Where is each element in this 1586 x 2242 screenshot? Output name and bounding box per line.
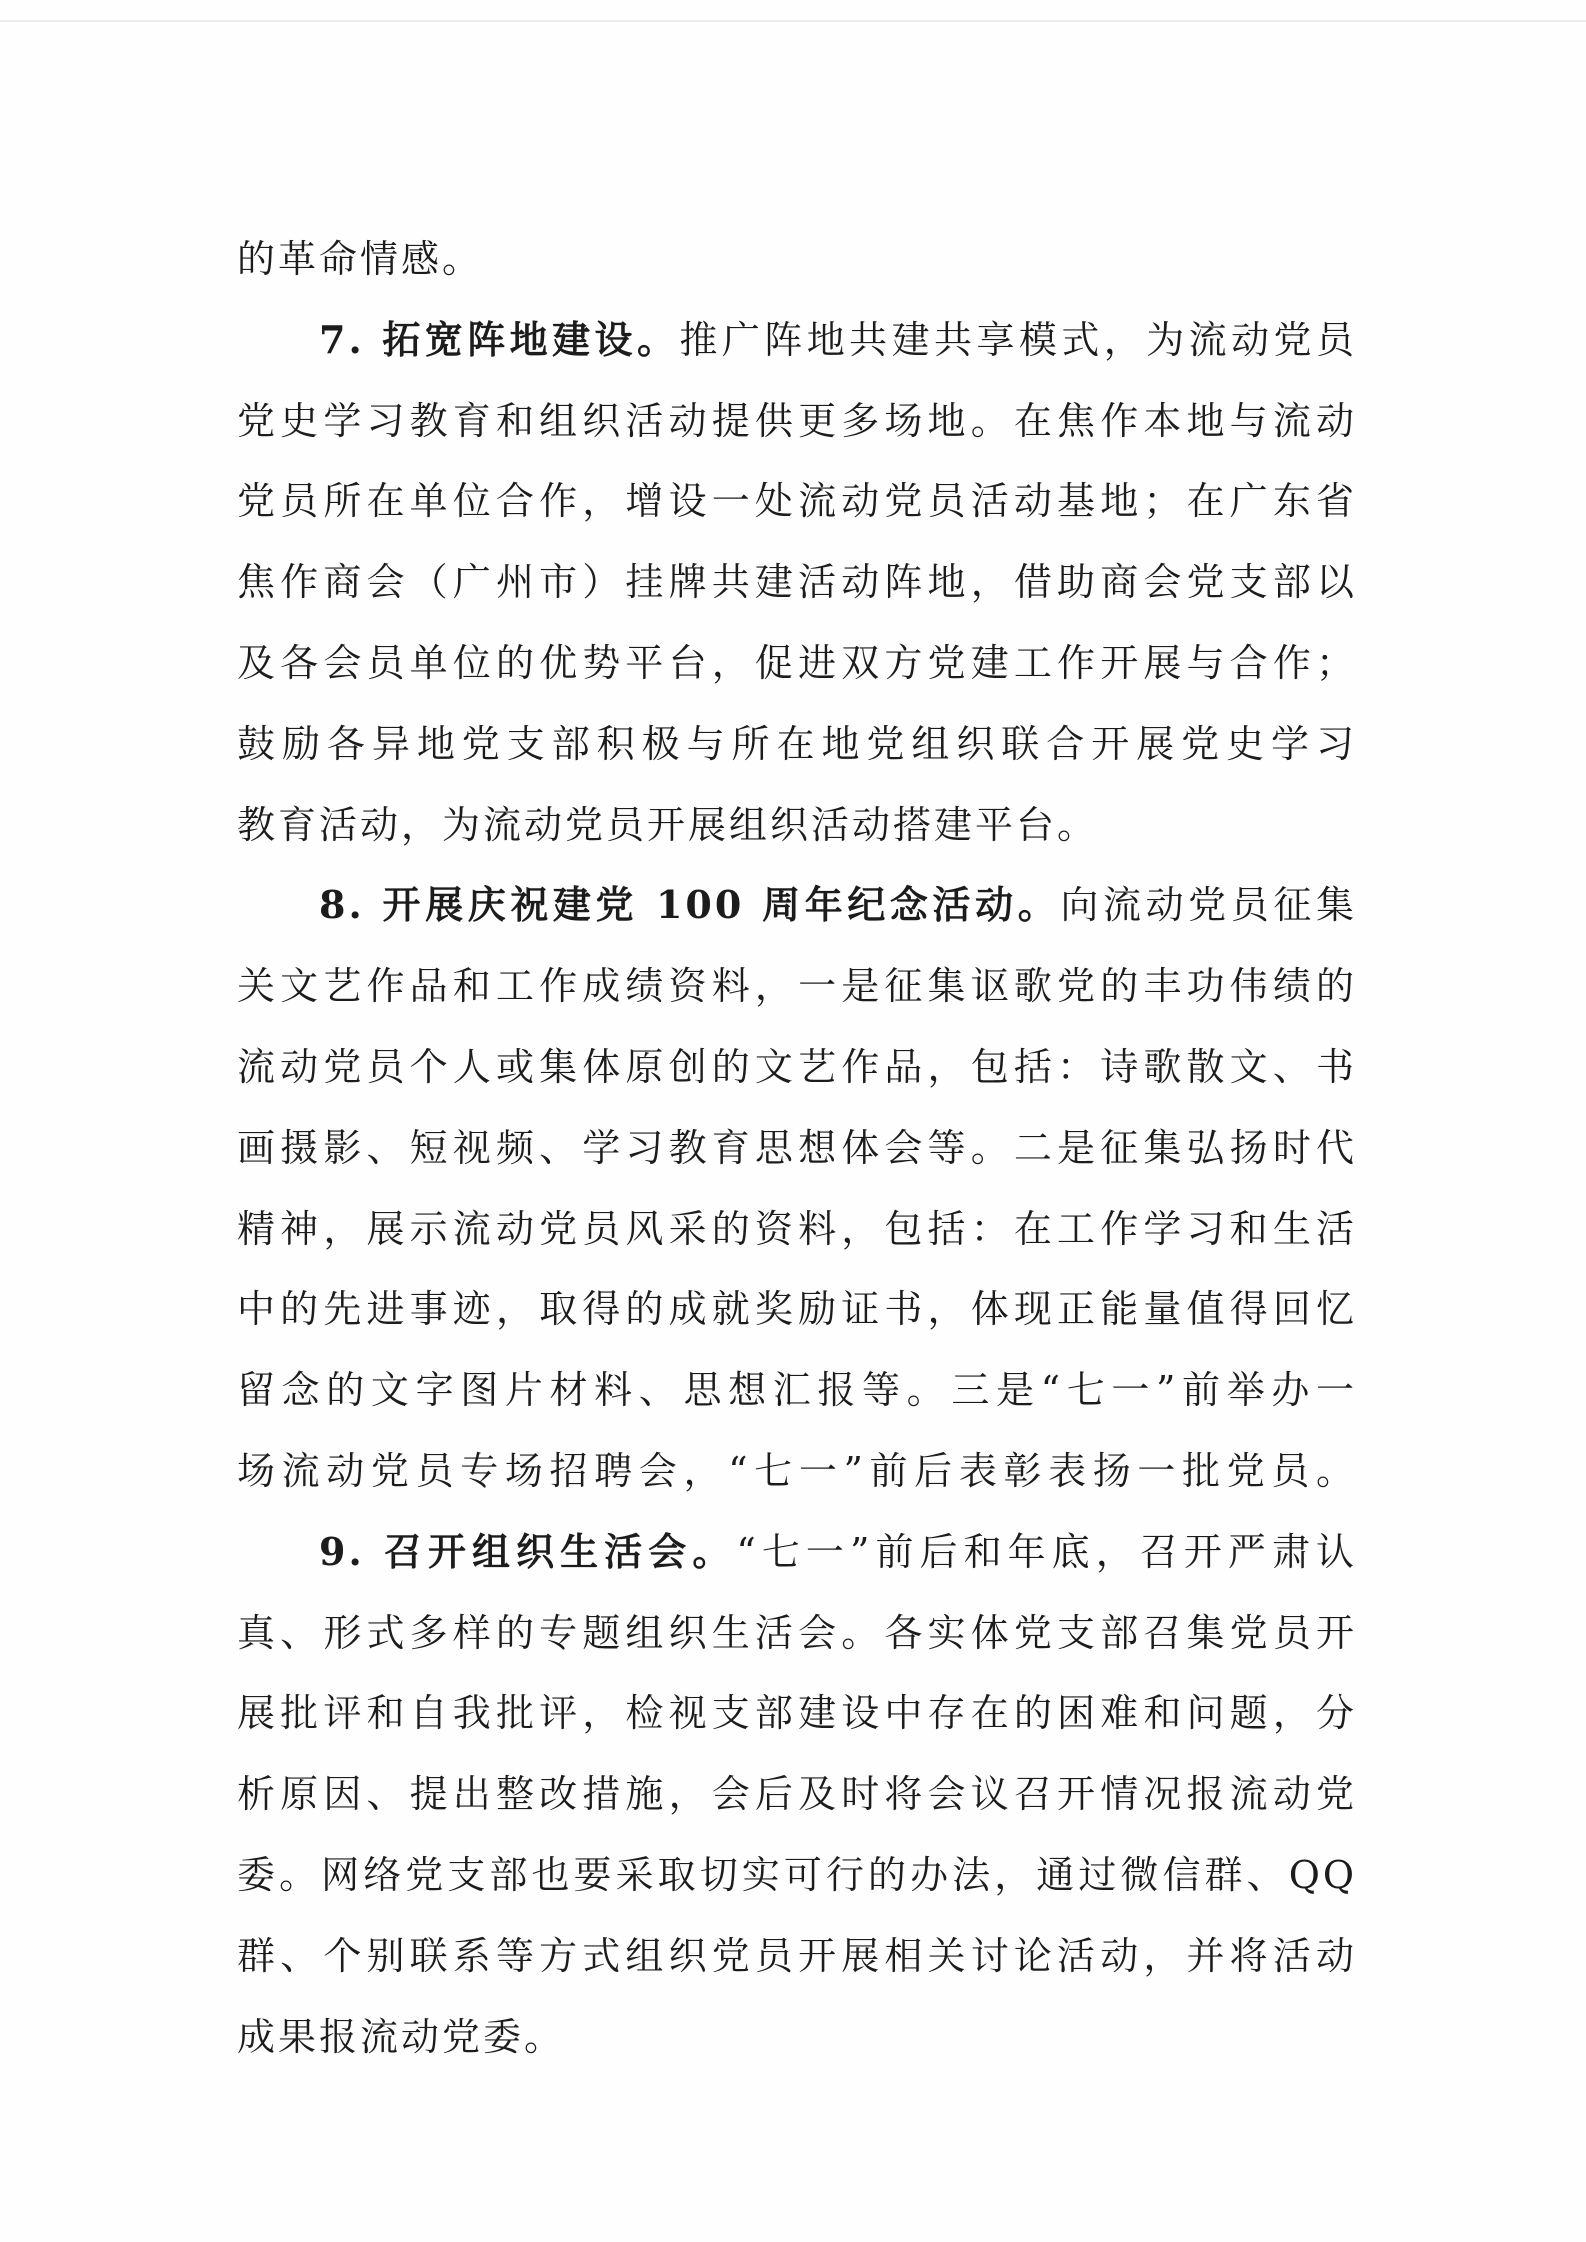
text-line: 鼓励各异地党支部积极与所在地党组织联合开展党史学习 bbox=[237, 721, 1357, 766]
text-line: 流动党员个人或集体原创的文艺作品，包括：诗歌散文、书 bbox=[237, 1044, 1357, 1089]
text-line: 析原因、提出整改措施，会后及时将会议召开情况报流动党 bbox=[237, 1772, 1357, 1817]
text-line: 及各会员单位的优势平台，促进双方党建工作开展与合作； bbox=[237, 640, 1357, 685]
text-line: 精神，展示流动党员风采的资料，包括：在工作学习和生活 bbox=[237, 1206, 1357, 1251]
item-9-heading: 9. 召开组织生活会。 bbox=[319, 1528, 737, 1574]
text-line: 真、形式多样的专题组织生活会。各实体党支部召集党员开 bbox=[237, 1610, 1357, 1655]
text-line: 成果报流动党委。 bbox=[237, 2014, 566, 2059]
scan-edge-line bbox=[0, 20, 1586, 22]
text-line: 留念的文字图片材料、思想汇报等。三是“七一”前举办一 bbox=[237, 1368, 1357, 1413]
item-7-heading: 7. 拓宽阵地建设。 bbox=[319, 316, 680, 362]
text-line: 教育活动，为流动党员开展组织活动搭建平台。 bbox=[237, 802, 1099, 847]
text-line: 党史学习教育和组织活动提供更多场地。在焦作本地与流动 bbox=[237, 398, 1357, 443]
text-line: 党员所在单位合作，增设一处流动党员活动基地；在广东省 bbox=[237, 479, 1357, 524]
paragraph-7-first-line bbox=[237, 300, 1357, 381]
item-8-heading: 8. 开展庆祝建党 100 周年纪念活动。 bbox=[319, 882, 1061, 928]
text-line-segment: 向流动党员征集 bbox=[1060, 883, 1357, 928]
text-line: 中的先进事迹，取得的成就奖励证书，体现正能量值得回忆 bbox=[237, 1287, 1357, 1332]
paragraph-9-first-line bbox=[237, 1512, 1357, 1593]
text-line: 展批评和自我批评，检视支部建设中存在的困难和问题，分 bbox=[237, 1691, 1357, 1736]
text-line-segment: “七一”前后和年底，召开严肃认 bbox=[736, 1529, 1357, 1574]
text-line: 委。网络党支部也要采取切实可行的办法，通过微信群、QQ bbox=[237, 1852, 1357, 1897]
text-line: 群、个别联系等方式组织党员开展相关讨论活动，并将活动 bbox=[237, 1933, 1357, 1978]
text-line: 画摄影、短视频、学习教育思想体会等。二是征集弘扬时代 bbox=[237, 1125, 1357, 1170]
text-line: 焦作商会（广州市）挂牌共建活动阵地，借助商会党支部以 bbox=[237, 560, 1357, 605]
text-line: 关文艺作品和工作成绩资料，一是征集讴歌党的丰功伟绩的 bbox=[237, 964, 1357, 1009]
text-line-segment: 推广阵地共建共享模式，为流动党员 bbox=[679, 317, 1357, 362]
text-line: 场流动党员专场招聘会，“七一”前后表彰表扬一批党员。 bbox=[237, 1448, 1357, 1493]
paragraph-8-first-line bbox=[237, 865, 1357, 946]
text-line: 的革命情感。 bbox=[237, 237, 484, 281]
body-text bbox=[237, 219, 1357, 2077]
